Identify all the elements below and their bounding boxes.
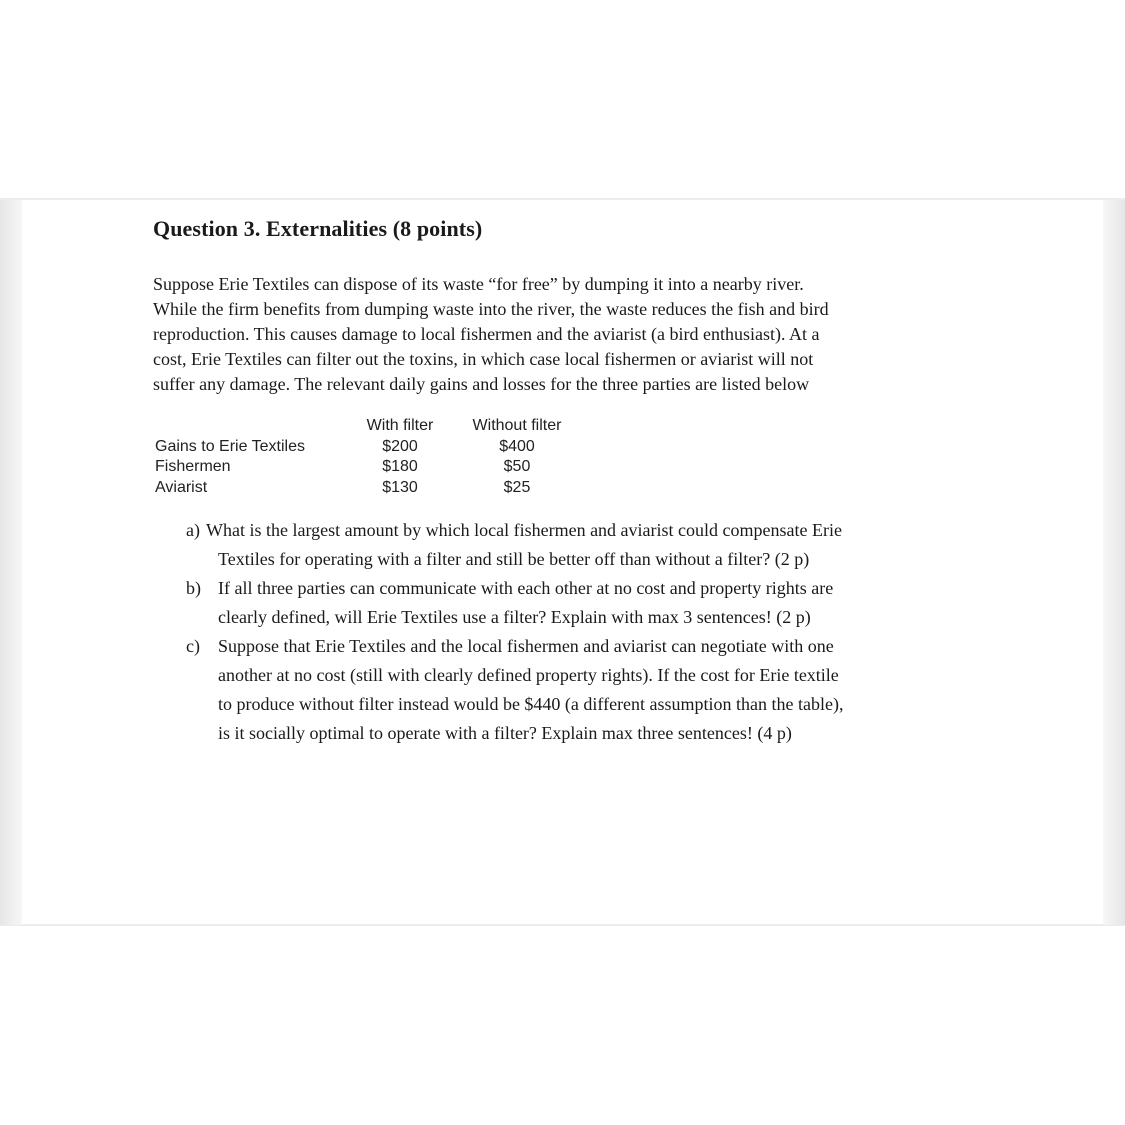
with-filter-value: $130: [382, 478, 418, 496]
subquestion-marker: a): [186, 520, 200, 540]
row-label: Aviarist: [155, 478, 208, 496]
page-bottom-edge: [0, 924, 1125, 926]
subquestion-line: to produce without filter instead would be $440 (a different assumption than the table),: [218, 694, 844, 714]
without-filter-value: $400: [499, 437, 535, 455]
table-header-row: [155, 416, 595, 437]
row-label: Fishermen: [155, 458, 231, 475]
table-row: [155, 437, 595, 458]
page-left-edge: [0, 200, 22, 925]
intro-line: reproduction. This causes damage to local fishermen and the aviarist (a bird enthusiast). At a: [153, 324, 820, 344]
intro-line: While the firm benefits from dumping waste into the river, the waste reduces the fish and bird: [153, 299, 829, 319]
subquestion-a: [186, 516, 986, 574]
page-top-edge: [0, 198, 1125, 200]
page-right-edge: [1103, 200, 1125, 925]
subquestion-line: Textiles for operating with a filter and still be better off than without a filter? (2 p): [218, 549, 810, 569]
subquestion-marker: b): [186, 578, 201, 598]
intro-line: suffer any damage. The relevant daily gains and losses for the three parties are listed below: [153, 374, 810, 394]
intro-line: cost, Erie Textiles can filter out the toxins, in which case local fishermen or aviarist will not: [153, 349, 814, 369]
table-header-with-filter: With filter: [366, 417, 434, 434]
subquestion-line: Suppose that Erie Textiles and the local fishermen and aviarist can negotiate with one: [218, 636, 834, 656]
subquestion-b: [186, 574, 986, 632]
subquestion-marker: c): [186, 636, 200, 656]
subquestion-line: If all three parties can communicate with each other at no cost and property rights are: [218, 578, 834, 598]
subquestion-c: [186, 632, 986, 748]
table-header-without-filter: Without filter: [472, 417, 562, 434]
subquestion-line: clearly defined, will Erie Textiles use a filter? Explain with max 3 sentences! (2 p): [218, 607, 811, 627]
with-filter-value: $180: [382, 458, 418, 475]
subquestion-line: another at no cost (still with clearly defined property rights). If the cost for Erie textile: [218, 665, 839, 685]
subquestion-line: is it socially optimal to operate with a filter? Explain max three sentences! (4 p): [218, 723, 792, 743]
without-filter-value: $25: [503, 478, 531, 496]
table-row: [155, 457, 595, 478]
question-intro: [153, 272, 983, 397]
without-filter-value: $50: [503, 458, 531, 475]
intro-line: Suppose Erie Textiles can dispose of its waste “for free” by dumping it into a nearby river.: [153, 274, 804, 294]
table-row: [155, 478, 595, 499]
with-filter-value: $200: [382, 437, 418, 455]
gains-losses-table: [155, 416, 595, 498]
row-label: Gains to Erie Textiles: [155, 437, 305, 455]
question-title: Question 3. Externalities (8 points): [153, 216, 483, 241]
subquestion-line: What is the largest amount by which local fishermen and aviarist could compensate Erie: [206, 520, 842, 540]
subquestions-list: [186, 516, 986, 748]
